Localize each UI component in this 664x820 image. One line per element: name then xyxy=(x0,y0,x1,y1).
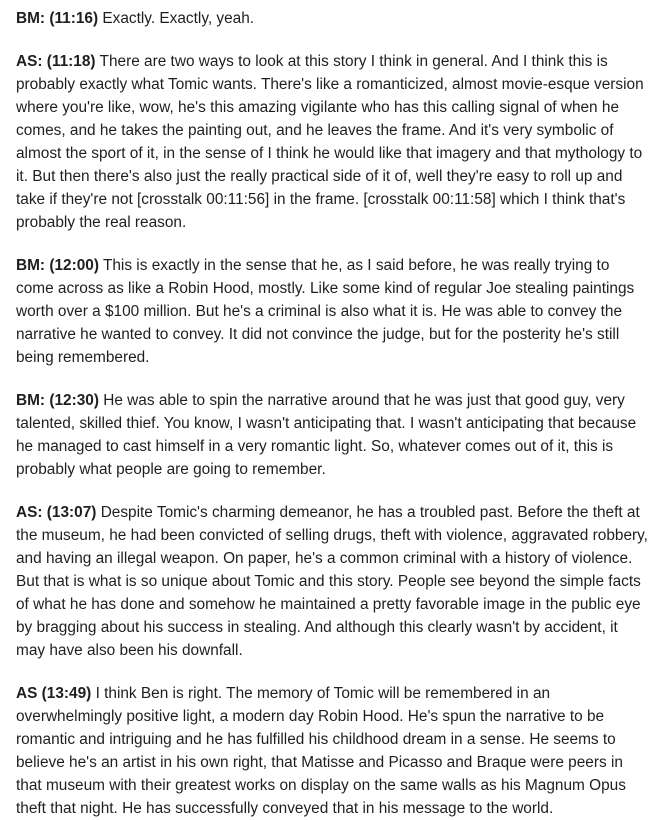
transcript-entry xyxy=(16,501,648,662)
transcript-entry xyxy=(16,682,648,820)
transcript-entry xyxy=(16,254,648,369)
speaker-label: BM: (12:30) xyxy=(16,392,99,409)
entry-text: I think Ben is right. The memory of Tomic will be remembered in an overwhelmingly positive light, a modern day Robin Hood. He's spun the narrative to be romantic and intriguing and he has fulfilled his childhood dream in a sense. He seems to believe he's an artist in his own right, that Matisse and Picasso and Braque were peers in that museum with their greatest works on display on the same walls as his Magnum Opus theft that night. He has successfully conveyed that in his message to the world. xyxy=(16,685,626,817)
speaker-label: AS: (13:07) xyxy=(16,504,97,521)
speaker-label: BM: (11:16) xyxy=(16,10,99,27)
entry-text: This is exactly in the sense that he, as I said before, he was really trying to come across as like a Robin Hood, mostly. Like some kind of regular Joe stealing paintings worth over a $100 million. But he's a criminal is also what it is. He was able to convey the narrative he wanted to convey. It did not convince the judge, but for the posterity he's still being remembered. xyxy=(16,257,635,366)
speaker-label: BM: (12:00) xyxy=(16,257,99,274)
speaker-label: AS: (11:18) xyxy=(16,53,96,70)
entry-text: He was able to spin the narrative around that he was just that good guy, very talented, skilled thief. You know, I wasn't anticipating that. I wasn't anticipating that because he managed to cast himself in a very romantic light. So, whatever comes out of it, this is probably what people are going to remember. xyxy=(16,392,637,478)
entry-text: Exactly. Exactly, yeah. xyxy=(102,10,255,27)
speaker-label: AS (13:49) xyxy=(16,685,92,702)
transcript-entry xyxy=(16,389,648,481)
entry-text: There are two ways to look at this story I think in general. And I think this is probably exactly what Tomic wants. There's like a romanticized, almost movie-esque version where you're like, wow, he's this amazing vigilante who has this calling signal of when he comes, and he takes the painting out, and he leaves the frame. And it's very symbolic of almost the sport of it, in the sense of I think he would like that imagery and that mythology to it. But then there's also just the really practical side of it of, well they're easy to roll up and take if they're not [crosstalk 00:11:56] in the frame. [crosstalk 00:11:58] which I think that's probably the real reason. xyxy=(16,53,644,231)
transcript-entry xyxy=(16,50,648,234)
transcript-entry xyxy=(16,7,648,30)
entry-text: Despite Tomic's charming demeanor, he has a troubled past. Before the theft at the museum, he had been convicted of selling drugs, theft with violence, aggravated robbery, and having an illegal weapon. On paper, he's a common criminal with a history of violence. But that is what is so unique about Tomic and this story. People see beyond the simple facts of what he has done and somehow he maintained a pretty favorable image in the public eye by bragging about his success in stealing. And although this clearly wasn't by accident, it may have also been his downfall. xyxy=(16,504,648,659)
